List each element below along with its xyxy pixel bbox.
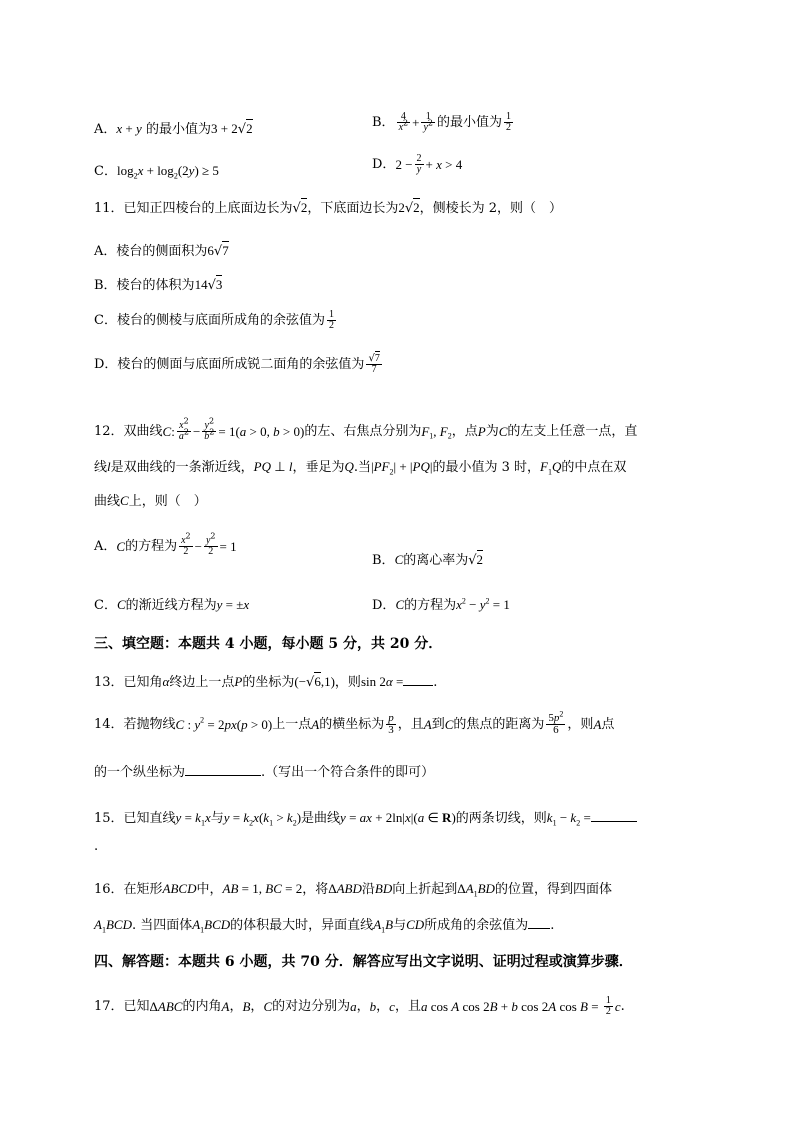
q16-line2: $A_1BCD$. 当四面体$A_1BCD$的体积最大时，异面直线$A_1B$与CD所成角的余弦值为 . [94,917,555,935]
section-4-heading: 四、解答题：本题共 6 小题，共 70 分．解答应写出文字说明、证明过程或演算步骤． [94,954,633,970]
q11-option-c: C．棱台的侧棱与底面所成角的余弦值为 $\frac{1}{2}$ [94,309,334,331]
q17: 17．已知ΔABC的内角A，B，C的对边分别为a，b，c，且a cos A cos 2B + b cos 2A cos B = $\frac{1}{2}$ c. [94,995,625,1017]
q12-option-c: C．C的渐近线方程为y = ±x [94,597,250,613]
q12-option-d: D．C的方程为$x^2 - y^2 = 1$ [372,596,510,613]
q15-trailing-dot: . [94,839,99,854]
q14-line1: 14．若抛物线C : $y^2 = 2px(p > 0)$上一点A的横坐标为 $\frac{p}{3}$ ，且A到C的焦点的距离为 $\frac{5p^2}{6}$ ，则A点 [94,709,615,736]
q12-option-a: A．C的方程为 $\frac{x^2}{2}$ − $\frac{y^2}{2}$ = 1 [94,531,237,557]
q12-option-b: B．C的离心率为√2 [372,552,484,568]
q15: 15．已知直线$y = k_1x$与$y = k_2x(k_1 > k_2)$是曲线y = ax + 2ln|x|(a ∈ R)的两条切线，则$k_1 - k_2$ = [94,811,637,825]
q10-option-d: D．2 − $\frac{2}{y}$ + x > 4 [372,153,463,175]
q11-option-a: A．棱台的侧面积为6√7 [94,243,229,259]
q13-answer-blank[interactable] [403,684,433,686]
q14-line2: 的一个纵坐标为 .（写出一个符合条件的即可） [94,765,435,780]
q11-stem: 11．已知正四棱台的上底面边长为√2，下底面边长为2√2，侧棱长为 2，则（ ） [94,200,563,216]
q15-answer-blank[interactable] [591,820,637,822]
q10-option-c: C．$\log_2x + \log_2(2y) \ge 5$ [94,163,219,181]
q12-stem-line3: 曲线C上，则（ ） [94,493,207,509]
q10-option-b: B． $\frac{4}{x^2}$ + $\frac{1}{y^2}$ 的最小值为 $\frac{1}{2}$ [372,111,512,133]
q11-option-d: D．棱台的侧面与底面所成锐二面角的余弦值为 $\frac{√7}{7}$ [94,353,380,375]
q16-answer-blank[interactable] [528,927,550,929]
q12-stem-line2: 线l是双曲线的一条渐近线，PQ ⊥ l，垂足为Q.当$|PF_2| + |PQ|$的最小值为 3 时，$F_1Q$的中点在双 [94,459,627,477]
q16-line1: 16．在矩形ABCD中，AB = 1, BC = 2，将ΔABD沿BD向上折起到$\Delta A_1BD$的位置，得到四面体 [94,881,612,899]
q14-answer-blank[interactable] [185,774,261,776]
q11-option-b: B．棱台的体积为14√3 [94,277,223,293]
q12-stem-line1: 12．双曲线C: $\frac{x^2}{a^2}$ − $\frac{y^2}{b^2}$ = 1(a > 0, b > 0)的左、右焦点分别为$F_1$, $F_2$，点P为C的左支上任意一点，直 [94,416,638,442]
q13: 13．已知角α终边上一点P的坐标为(−√6,1)，则sin 2α = . [94,674,438,690]
q10-option-a: A．x + y 的最小值为3 + 2√2 [94,121,253,137]
section-3-heading: 三、填空题：本题共 4 小题，每小题 5 分，共 20 分． [94,636,443,652]
